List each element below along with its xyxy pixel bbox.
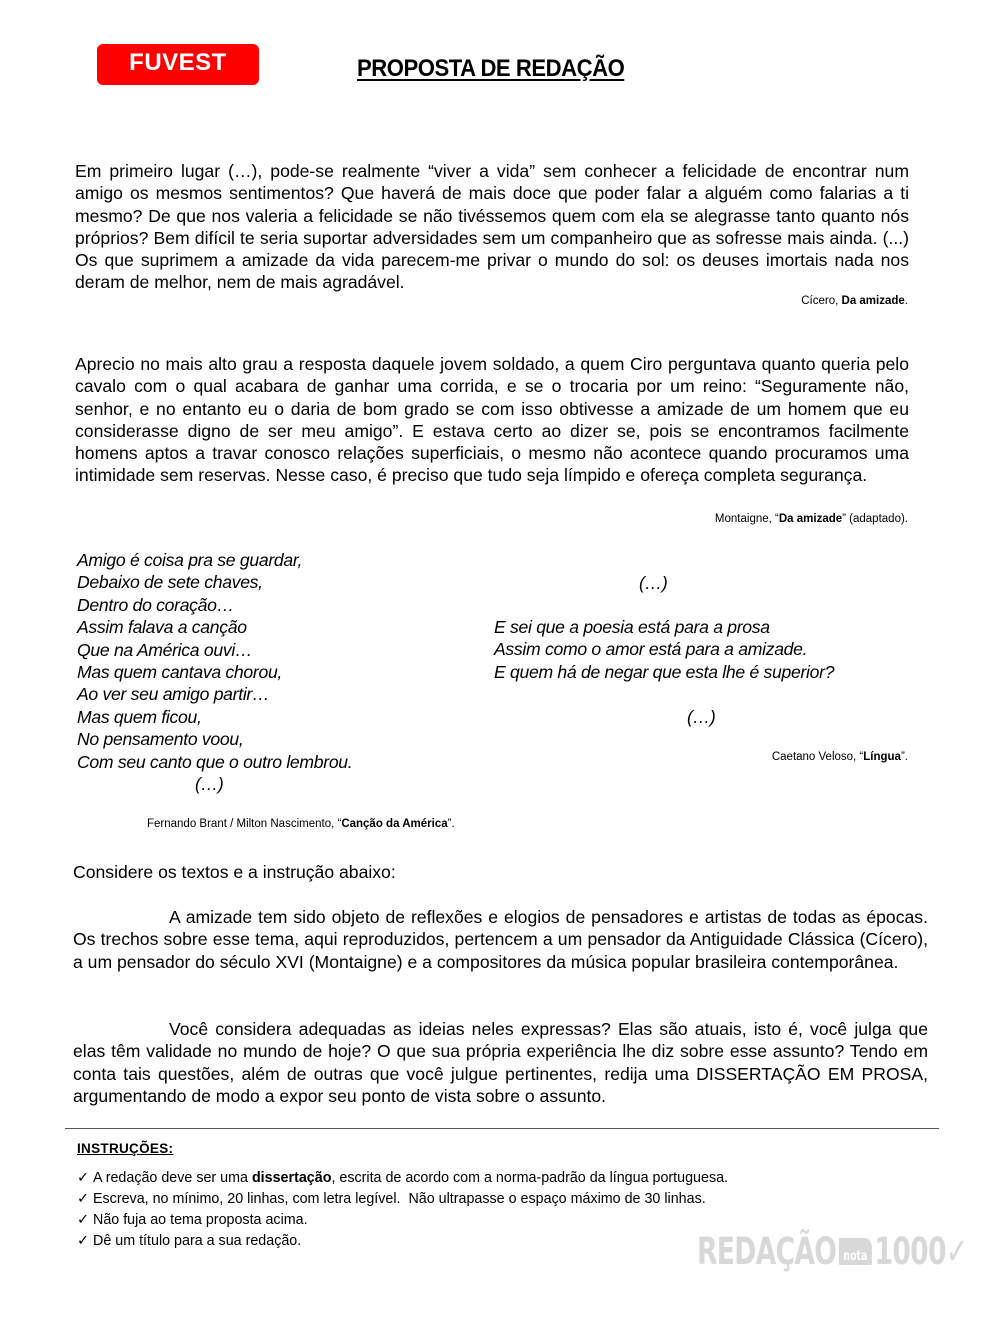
credit-work: Língua [863,751,901,763]
credit-suffix: ”. [900,751,908,763]
instructions-title: INSTRUÇÕES: [77,1141,174,1156]
instruction-bold: dissertação [251,1170,332,1186]
credit-work: Da amizade [778,513,843,525]
prompt-paragraph-1 [73,906,928,973]
poem-line: Assim como o amor está para a amizade. [494,639,808,660]
poem-line: Que na América ouvi… [77,639,253,660]
credit-cancao [147,818,455,830]
prompt-paragraph-2 [73,1018,928,1108]
credit-suffix: . [904,295,908,307]
check-icon: ✓ [77,1212,89,1228]
prompt-paragraph-2-text: Você considera adequadas as ideias neles expressas? Elas são atuais, isto é, você julga que elas têm validade no mundo de hoje? O que sua própria experiência lhe diz sobre esse assunto? Tendo em conta tais questões, além de outras que você julgue pertinentes, redija uma DISSERTAÇÃO EM PROSA, argumentando de modo a expor seu ponto de vista sobre o assunto. [73,1019,928,1107]
credit-suffix: ” (adaptado). [842,513,908,525]
credit-cicero [600,295,908,307]
poem-ellipsis: (…) [195,773,224,794]
check-icon: ✓ [77,1233,89,1249]
poem-line: Com seu canto que o outro lembrou. [77,751,353,772]
credit-suffix: ”. [447,818,455,830]
instruction-text: Dê um título para a sua redação. [93,1233,302,1249]
logo-text-right: 1000 [874,1229,946,1273]
poem-line: Assim falava a canção [77,617,247,638]
instruction-item [77,1210,728,1231]
poem-line: E quem há de negar que esta lhe é superior? [494,661,835,682]
check-icon: ✓ [77,1191,89,1207]
poem-line: Mas quem cantava chorou, [77,661,283,682]
credit-author: Montaigne, “ [714,513,779,525]
logo-text-left: REDAÇÃO [697,1229,837,1273]
poem-line: No pensamento voou, [77,729,244,750]
instruction-text: , escrita de acordo com a norma-padrão da língua portuguesa. [331,1170,729,1186]
divider [65,1128,939,1129]
redacao-nota-1000-logo [697,1229,968,1273]
page-title: PROPOSTA DE REDAÇÃO [357,55,625,82]
prompt-paragraph-1-text: A amizade tem sido objeto de reflexões e elogios de pensadores e artistas de todas as épocas. Os trechos sobre esse tema, aqui reproduzidos, pertencem a um pensador da Antiguidade Clássica (Cícero), a um pensador do século XVI (Montaigne) e a compositores da música popular brasileira contemporânea. [73,907,928,972]
logo-check-icon: ✓ [945,1229,968,1273]
instruction-item [77,1168,728,1189]
credit-montaigne [500,513,908,525]
poem-line: E sei que a poesia está para a prosa [494,617,770,637]
poem-lingua-ellipsis-bottom: (…) [687,707,716,727]
credit-lingua [700,751,908,763]
text-cicero [75,160,909,294]
poem-line: Ao ver seu amigo partir… [77,684,270,705]
credit-work: Canção da América [341,818,448,830]
poem-lingua [494,616,834,683]
instruction-item [77,1189,728,1210]
credit-work: Da amizade [841,295,905,307]
credit-author: Cícero, [801,295,842,307]
poem-line: Dentro do coração… [77,594,234,615]
instruction-text: Não fuja ao tema proposta acima. [93,1212,308,1228]
instruction-text: A redação deve ser uma [93,1170,252,1186]
prompt-intro: Considere os textos e a instrução abaixo: [73,862,396,882]
instruction-text: Escreva, no mínimo, 20 linhas, com letra legível. Não ultrapasse o espaço máximo de 30 linhas. [93,1191,706,1207]
instruction-item [77,1231,728,1252]
text-cicero-body: Em primeiro lugar (…), pode-se realmente “viver a vida” sem conhecer a felicidade de encontrar num amigo os mesmos sentimentos? Que haverá de mais doce que poder falar a alguém como falarias a ti mesmo? De que nos valeria a felicidade se não tivéssemos quem com ela se alegrasse tanto quanto nós próprios? Bem difícil te seria suportar adversidades sem um companheiro que as sofresse mais ainda. (...) Os que suprimem a amizade da vida parecem-me privar o mundo do sol: os deuses imortais nada nos deram de melhor, nem de mais agradável. [75,161,909,293]
poem-line: Mas quem ficou, [77,706,202,727]
credit-author: Caetano Veloso, “ [771,751,864,763]
check-icon: ✓ [77,1170,89,1186]
credit-author: Fernando Brant / Milton Nascimento, “ [147,818,342,830]
poem-line: Amigo é coisa pra se guardar, [77,550,303,570]
text-montaigne [75,353,909,487]
poem-lingua-ellipsis-top: (…) [639,573,668,593]
instructions-list [77,1168,728,1252]
poem-cancao-da-america [77,549,352,795]
text-montaigne-body: Aprecio no mais alto grau a resposta daquele jovem soldado, a quem Ciro perguntava quanto queria pelo cavalo com o qual acabara de ganhar uma corrida, e se o trocaria por um reino: “Seguramente não, senhor, e no entanto eu o daria de bom grado se com isso obtivesse a amizade de um homem que eu considerasse digno de ser meu amigo”. E estava certo ao dizer se, pois se encontramos facilmente homens aptos a travar conosco relações superficiais, o mesmo não acontece quando procuramos uma intimidade sem reservas. Nesse caso, é preciso que tudo seja límpido e ofereça completa segurança. [75,354,909,486]
fuvest-badge: FUVEST [97,44,259,85]
logo-nota-tag: nota [839,1238,872,1265]
poem-line: Debaixo de sete chaves, [77,572,263,593]
